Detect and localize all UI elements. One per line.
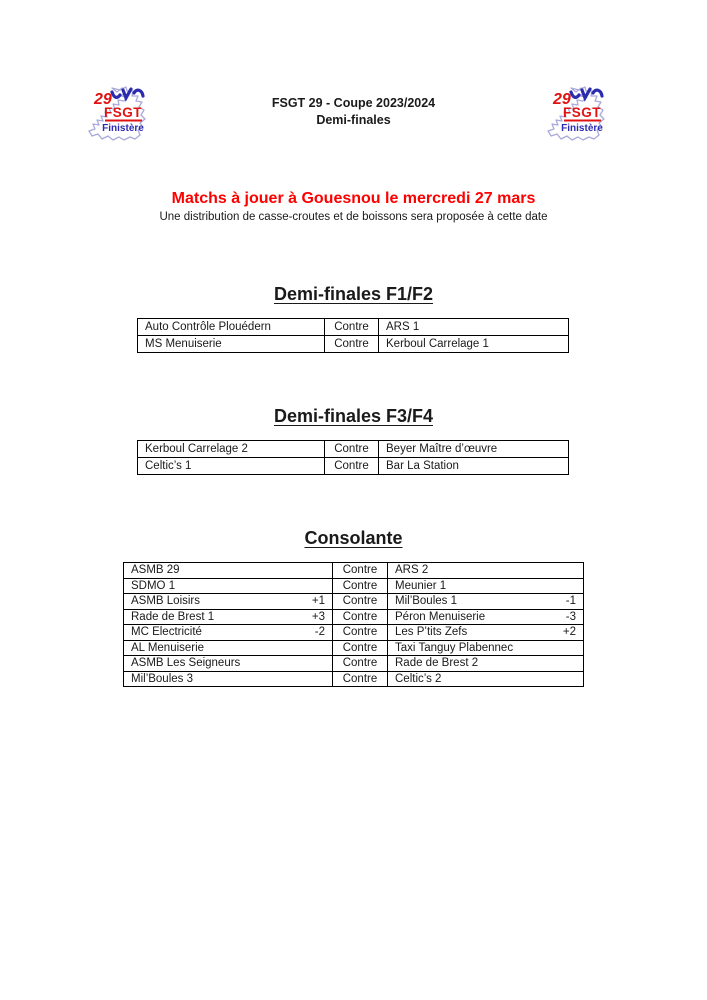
match-row xyxy=(124,671,584,687)
team2-cell xyxy=(379,441,569,458)
doc-title-line2: Demi-finales xyxy=(316,113,391,127)
team2-name: Mil’Boules 1 xyxy=(395,595,457,608)
section-heading-consolante: Consolante xyxy=(304,528,403,548)
document-title xyxy=(0,95,707,129)
team1-cell xyxy=(124,640,333,656)
versus-cell: Contre xyxy=(325,441,379,458)
match-row xyxy=(124,656,584,672)
logo-acronym: FSGT xyxy=(104,105,142,120)
versus-cell: Contre xyxy=(333,671,388,687)
team2-name: ARS 2 xyxy=(395,564,429,577)
match-table-f1f2 xyxy=(137,318,569,353)
match-row xyxy=(138,441,569,458)
match-row xyxy=(124,609,584,625)
match-row xyxy=(138,336,569,353)
team1-name: Kerboul Carrelage 2 xyxy=(145,443,248,455)
team1-name: ASMB 29 xyxy=(131,564,180,577)
team2-name: Meunier 1 xyxy=(395,579,447,592)
versus-cell: Contre xyxy=(333,609,388,625)
team2-cell xyxy=(388,625,584,641)
match-row xyxy=(124,563,584,579)
team1-name: AL Menuiserie xyxy=(131,641,205,654)
match-row xyxy=(124,578,584,594)
logo-region: Finistère xyxy=(561,123,603,134)
team1-cell xyxy=(138,336,325,353)
section-heading-f3f4: Demi-finales F3/F4 xyxy=(273,406,434,426)
match-row xyxy=(138,319,569,336)
team1-name: ASMB Loisirs xyxy=(131,595,201,608)
team2-name: Celtic’s 2 xyxy=(395,672,442,685)
versus-cell: Contre xyxy=(325,458,379,475)
team1-cell xyxy=(124,578,333,594)
team2-cell xyxy=(388,640,584,656)
team2-cell xyxy=(388,671,584,687)
versus-cell: Contre xyxy=(333,594,388,610)
announcement-note: Une distribution de casse-croutes et de boissons sera proposée à cette date xyxy=(159,211,548,223)
team1-cell xyxy=(124,563,333,579)
match-row xyxy=(124,640,584,656)
team2-cell xyxy=(388,609,584,625)
versus-cell: Contre xyxy=(325,336,379,353)
versus-cell: Contre xyxy=(333,578,388,594)
team2-name: Taxi Tanguy Plabennec xyxy=(395,641,514,654)
team2-cell xyxy=(379,319,569,336)
versus-cell: Contre xyxy=(333,640,388,656)
team1-name: Mil’Boules 3 xyxy=(131,672,193,685)
team2-cell xyxy=(379,336,569,353)
versus-cell: Contre xyxy=(333,656,388,672)
team2-name: Kerboul Carrelage 1 xyxy=(386,338,489,350)
versus-cell: Contre xyxy=(333,563,388,579)
team2-name: Péron Menuiserie xyxy=(395,610,486,623)
team2-name: Rade de Brest 2 xyxy=(395,657,479,670)
doc-title-line1: FSGT 29 - Coupe 2023/2024 xyxy=(271,96,436,110)
announcement-title: Matchs à jouer à Gouesnou le mercredi 27 mars xyxy=(171,190,536,207)
team1-cell xyxy=(138,319,325,336)
team1-cell xyxy=(124,609,333,625)
team1-name: MS Menuiserie xyxy=(145,338,222,350)
team1-cell xyxy=(124,656,333,672)
team1-cell xyxy=(124,625,333,641)
team1-name: Rade de Brest 1 xyxy=(131,610,215,623)
team1-name: Celtic’s 1 xyxy=(145,460,192,472)
logo-number: 29 xyxy=(94,91,112,108)
team1-handicap: +3 xyxy=(311,610,325,623)
match-row xyxy=(124,625,584,641)
team2-name: Bar La Station xyxy=(386,460,459,472)
team2-name: Les P’tits Zefs xyxy=(395,626,468,639)
team1-name: Auto Contrôle Plouédern xyxy=(145,321,271,333)
team2-cell xyxy=(388,578,584,594)
match-table-f3f4 xyxy=(137,440,569,475)
logo-number: 29 xyxy=(553,91,571,108)
team1-name: MC Electricité xyxy=(131,626,202,639)
match-row xyxy=(124,594,584,610)
team1-name: SDMO 1 xyxy=(131,579,176,592)
team2-handicap: +2 xyxy=(562,626,576,639)
logo-acronym: FSGT xyxy=(563,105,601,120)
team2-cell xyxy=(388,594,584,610)
team2-cell xyxy=(388,656,584,672)
team1-cell xyxy=(138,441,325,458)
team2-cell xyxy=(379,458,569,475)
logo-region: Finistère xyxy=(102,123,144,134)
team2-handicap: -3 xyxy=(565,610,576,623)
versus-cell: Contre xyxy=(325,319,379,336)
team1-cell xyxy=(124,671,333,687)
team1-handicap: +1 xyxy=(311,595,325,608)
team2-name: ARS 1 xyxy=(386,321,420,333)
versus-cell: Contre xyxy=(333,625,388,641)
team2-cell xyxy=(388,563,584,579)
team2-name: Beyer Maître d’œuvre xyxy=(386,443,498,455)
team2-handicap: -1 xyxy=(565,595,576,608)
match-table-consolante xyxy=(123,562,584,687)
team1-cell xyxy=(124,594,333,610)
match-row xyxy=(138,458,569,475)
team1-handicap: -2 xyxy=(314,626,325,639)
team1-name: ASMB Les Seigneurs xyxy=(131,657,241,670)
team1-cell xyxy=(138,458,325,475)
section-heading-f1f2: Demi-finales F1/F2 xyxy=(273,284,434,304)
